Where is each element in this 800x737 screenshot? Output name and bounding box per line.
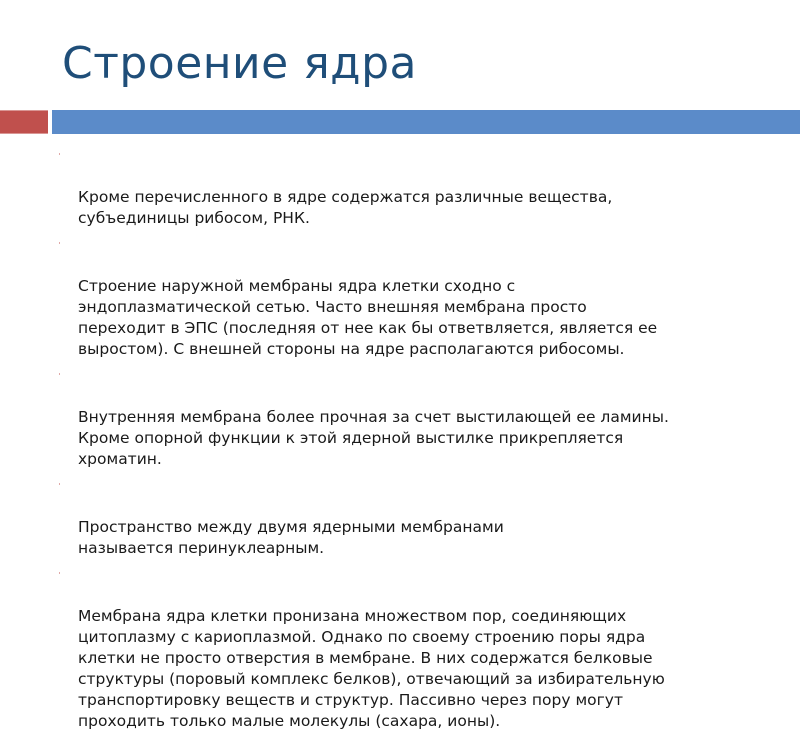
bullet-icon: ᐧ — [58, 239, 61, 250]
bullet-icon: ᐧ — [58, 370, 61, 381]
bullet-icon: ᐧ — [58, 569, 61, 580]
title-divider-accent-left — [0, 110, 48, 134]
bullet-list — [58, 145, 778, 737]
bullet-text: Внутренняя мембрана более прочная за счет выстилающей ее ламины. Кроме опорной функции к этой ядерной выстилке прикрепляется хроматин. — [78, 408, 669, 468]
bullet-text: Кроме перечисленного в ядре содержатся различные вещества, субъединицы рибосом, РНК. — [78, 188, 613, 227]
bullet-item-1 — [58, 145, 778, 229]
bullet-item-4 — [58, 475, 778, 559]
bullet-icon: ᐧ — [58, 150, 61, 161]
bullet-item-2 — [58, 234, 778, 360]
bullet-text: Мембрана ядра клетки пронизана множеством пор, соединяющих цитоплазму с кариоплазмой. Однако по своему строению поры ядра клетки не просто отверстия в мембране. В них содержатся белковые структуры (поровый комплекс белков), отвечающий за избирательную транспортировку веществ и структур. Пассивно через пору могут проходить только малые молекулы (сахара, ионы). — [78, 607, 665, 730]
bullet-text: Строение наружной мембраны ядра клетки сходно с эндоплазматической сетью. Часто внешняя мембрана просто переходит в ЭПС (последняя от нее как бы ответвляется, является ее выростом). С внешней стороны на ядре располагаются рибосомы. — [78, 277, 658, 358]
bullet-item-5 — [58, 564, 778, 732]
bullet-text: Пространство между двумя ядерными мембранами называется перинуклеарным. — [78, 518, 504, 557]
bullet-icon: ᐧ — [58, 480, 61, 491]
title-divider-accent-right — [52, 110, 800, 134]
slide-title: Строение ядра — [62, 38, 417, 89]
bullet-item-3 — [58, 365, 778, 470]
